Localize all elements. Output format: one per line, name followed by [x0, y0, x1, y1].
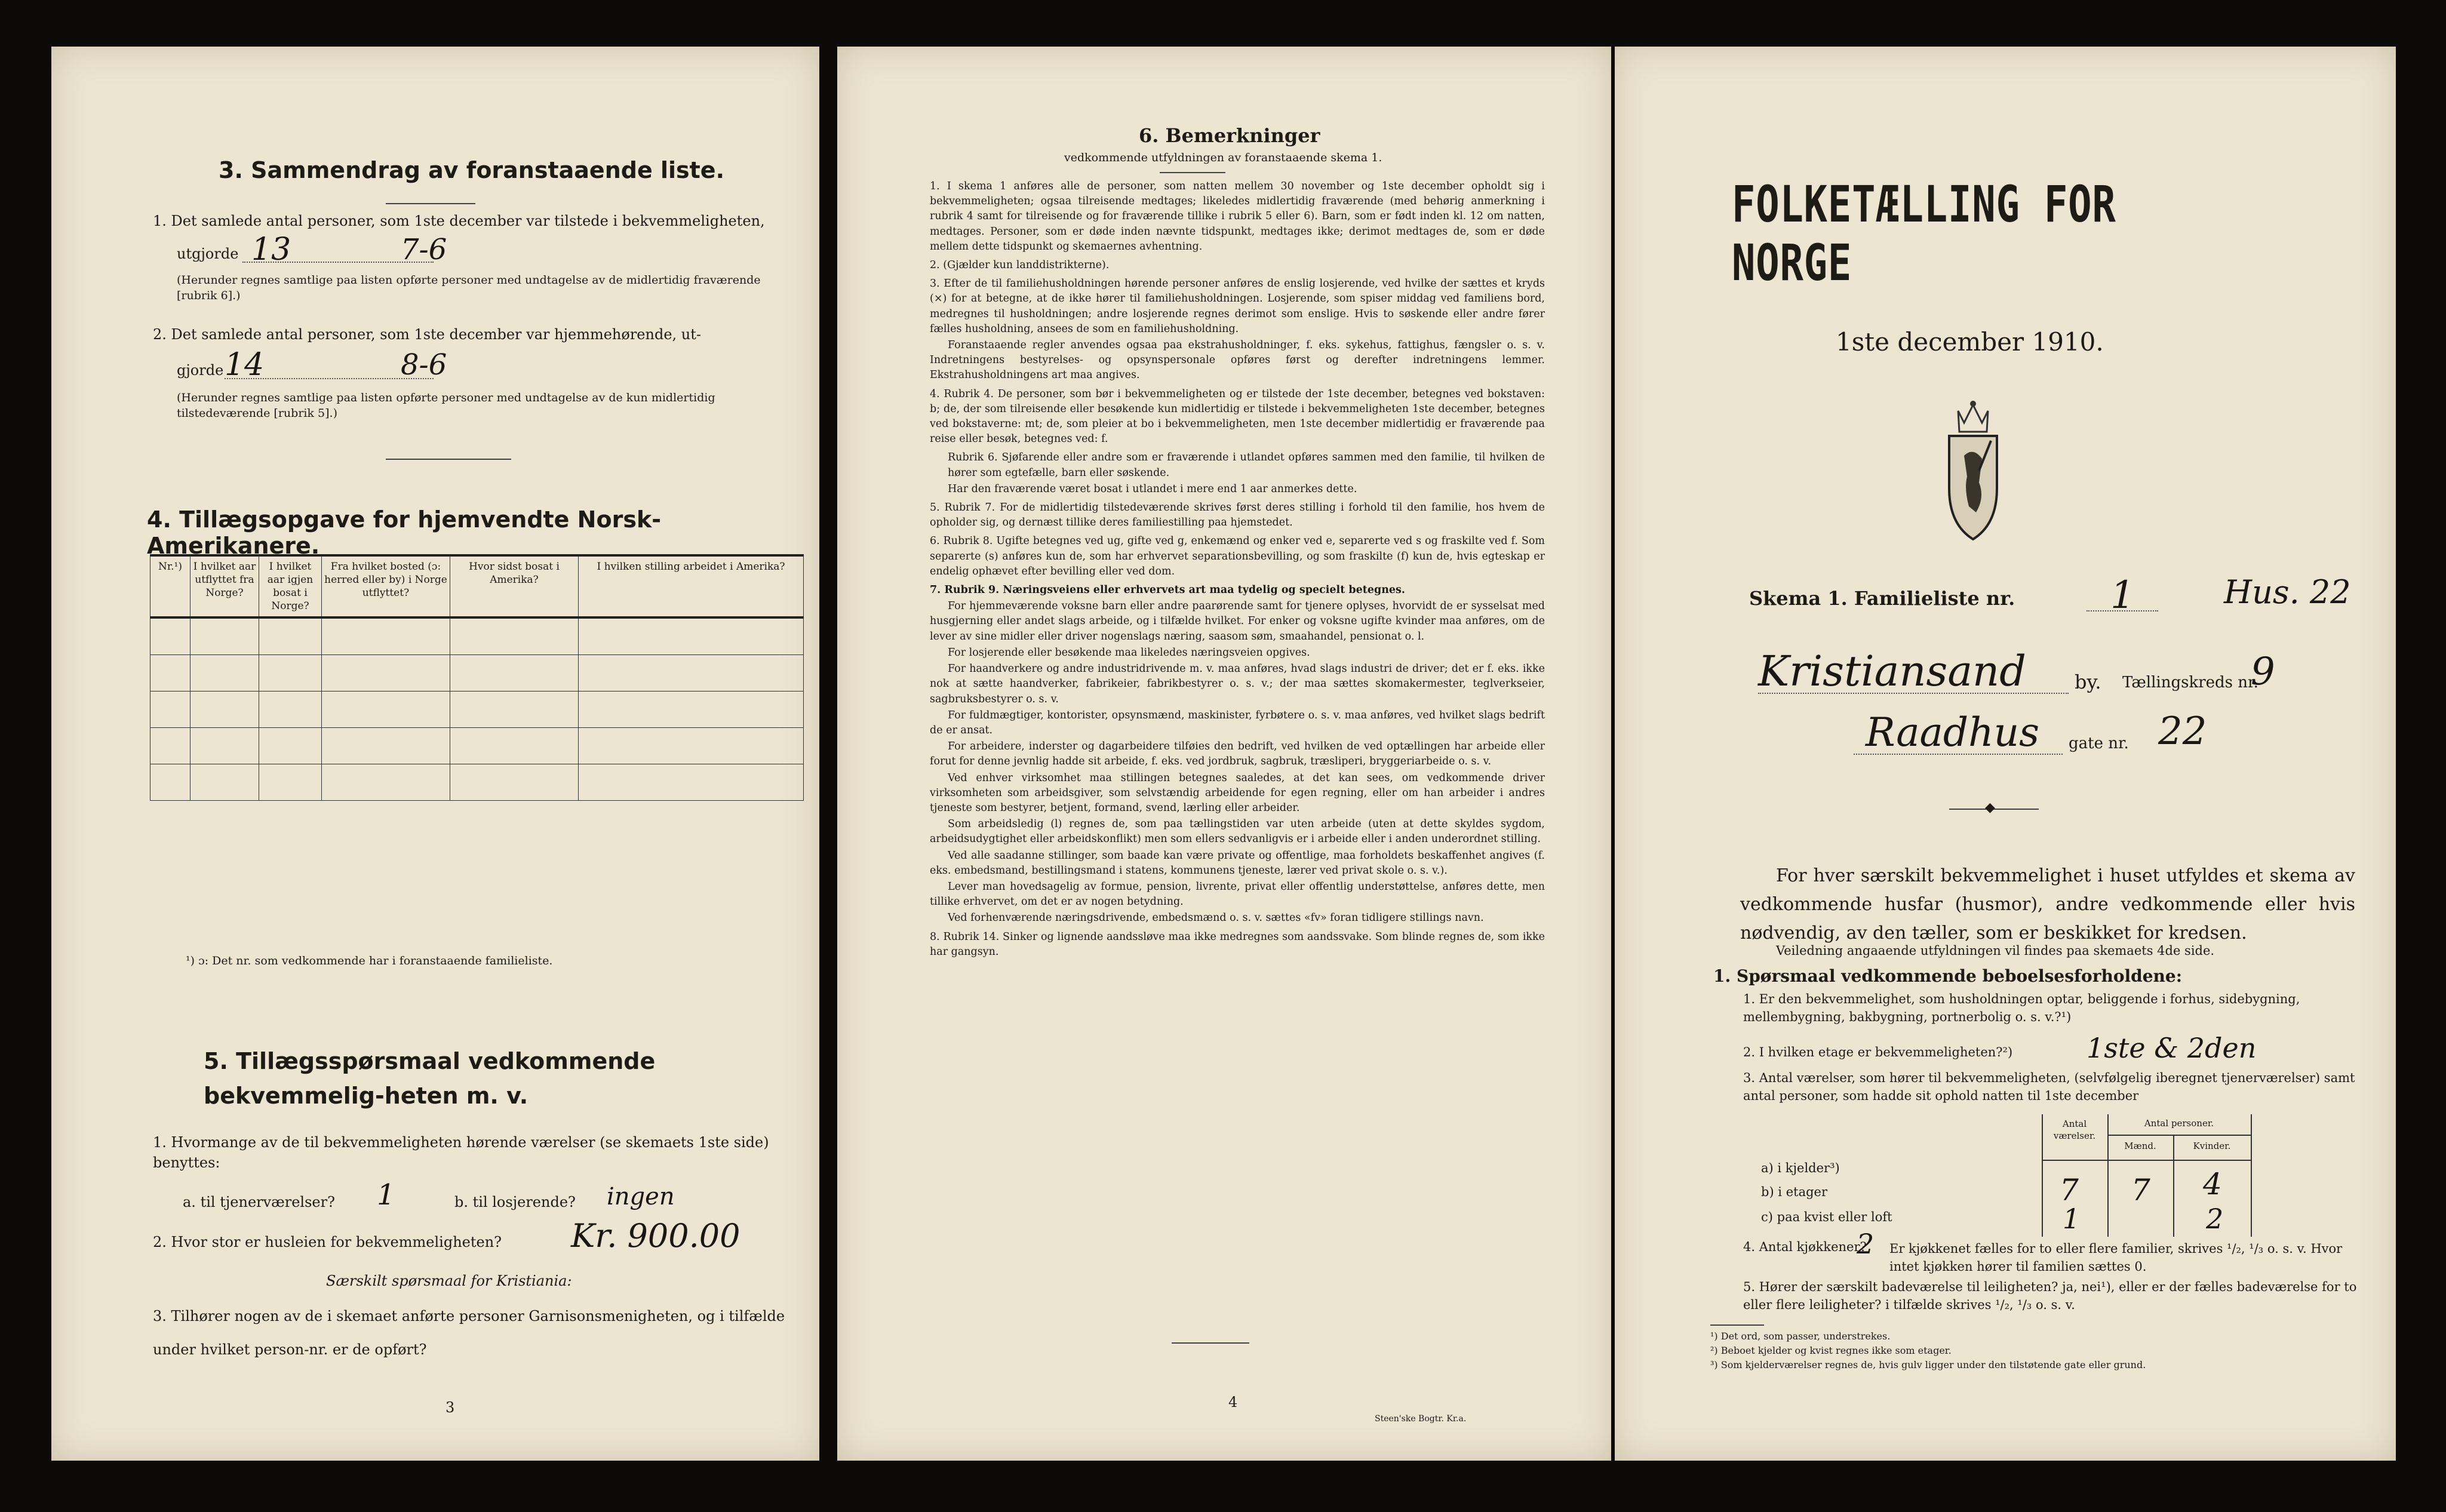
- printer-imprint: Steen'ske Bogtr. Kr.a.: [1375, 1414, 1467, 1424]
- table-row: [150, 728, 804, 764]
- footnotes: [1710, 1329, 2146, 1372]
- section-5-heading: 5. Tillægsspørsmaal vedkommende bekvemmelig-heten m. v.: [204, 1048, 656, 1109]
- divider: [1160, 172, 1225, 173]
- city-dotted-line: [1758, 693, 2069, 694]
- kreds-number: 9: [2251, 650, 2275, 694]
- s5-q1a-label: a. til tjenerværelser?: [183, 1194, 335, 1210]
- hus-note: Hus. 22: [2224, 573, 2351, 611]
- s5-q2-value: Kr. 900.00: [571, 1217, 740, 1255]
- q1-text: 1. Det samlede antal personer, som 1ste december var tilstede i bekvemmeligheten,: [153, 213, 765, 229]
- q2-handwritten-total: 14: [225, 347, 265, 383]
- footnote: ¹) Det ord, som passer, understrekes.: [1710, 1330, 1891, 1342]
- remarks-heading: 6. Bemerkninger: [1139, 124, 1320, 147]
- housing-q5: 5. Hører der særskilt badeværelse til leiligheten? ja, nei¹), eller er der fælles badeværelse for to eller flere leiligheter? i tilfælde skrives ¹/₂, ¹/₃ o. s. v.: [1743, 1280, 2357, 1312]
- q1-handwritten-total: 13: [251, 232, 291, 268]
- s5-q1b-label: b. til losjerende?: [454, 1194, 576, 1210]
- q1-handwritten-split: 7-6: [401, 233, 447, 266]
- gate-number: 22: [2158, 709, 2207, 754]
- rooms-table: [1761, 1114, 2358, 1240]
- remark-paragraph: 4. Rubrik 4. De personer, som bør i bekvemmeligheten og er tilstede der 1ste december, betegnes ved bokstaven: b; de, der som tilreisende eller besøkende kun midlertidig er tilstede i bekvemmeligheten 1ste december, betegnes ved bokstaverne: mt; de, som pleier at bo i bekvemmeligheten, men 1ste december midlertidig er fraværende paa reise eller besøk, betegnes ved: f.: [930, 388, 1545, 445]
- table-footnote: ¹) ɔ: Det nr. som vedkommende har i foranstaaende familieliste.: [186, 954, 553, 967]
- s5-q1a-value: 1: [377, 1178, 395, 1212]
- norwegian-coat-of-arms-icon: [1940, 399, 2006, 542]
- remark-paragraph: Har den fraværende været bosat i utlandet i mere end 1 aar anmerkes dette.: [948, 483, 1357, 495]
- remarks-body: [930, 179, 1545, 960]
- remark-paragraph: For fuldmægtiger, kontorister, opsynsmænd, maskinister, fyrbøtere o. s. v. maa anføres, ved hvilket slags bedrift de er ansat.: [930, 709, 1545, 736]
- footnote-divider: [1710, 1324, 1764, 1326]
- remark-paragraph: For haandverkere og andre industridrivende m. v. maa anføres, hvad slags industri de driver; det er f. eks. ikke nok at sætte haandverker, fabrikeier, fabrikbestyrer o. s. v.; der maa sættes skomakermester, teglverkseier, sagbruksbestyrer o. s. v.: [930, 663, 1545, 705]
- table-header: I hvilket aar igjen bosat i Norge?: [259, 555, 322, 617]
- remark-paragraph: Lever man hovedsagelig av formue, pension, livrente, privat eller offentlig understøttelse, anføres dette, men tillike erhvervet, om det er av nogen betydning.: [930, 880, 1545, 908]
- rooms-b: 7: [2060, 1173, 2079, 1207]
- page-number: 3: [445, 1399, 455, 1416]
- housing-q3: 3. Antal værelser, som hører til bekvemmeligheten, (selvfølgelig iberegnet tjenerværelser) samt antal personer, som hadde sit ophold natten til 1ste december: [1743, 1071, 2355, 1103]
- remark-paragraph: 2. (Gjælder kun landdistrikterne).: [930, 259, 1110, 272]
- remark-paragraph: Ved alle saadanne stillinger, som baade kan være private og offentlige, maa forholdets beskaffenhet angives (f. eks. embedsmand, bestillingsmand i statens, kommunens tjeneste, lærer ved privat skole o. s. v.).: [930, 849, 1545, 877]
- row-label: b) i etager: [1761, 1185, 1827, 1199]
- table-header: I hvilken stilling arbeidet i Amerika?: [579, 555, 804, 617]
- remark-paragraph: Rubrik 6. Sjøfarende eller andre som er fraværende i utlandet opføres sammen med den familie, til hvilken de hører som egtefælle, barn eller søskende.: [948, 451, 1545, 479]
- familieliste-number: 1: [2110, 573, 2135, 617]
- gate-label: gate nr.: [2069, 735, 2129, 752]
- page-4: [837, 47, 1611, 1461]
- remark-paragraph: 1. I skema 1 anføres alle de personer, som natten mellem 30 november og 1ste december opholdt sig i bekvemmeligheten; ogsaa tilreisende medtages; likeledes midlertidig fraværende (med behørig anmerkning i rubrik 4 samt for tilreisende og for fraværende tillike i rubrik 5 eller 6). Barn, som er født inden kl. 12 om natten, medtages. Personer, som er døde inden nævnte tidspunkt, medtages ikke; derimot medtages de, som er døde mellem dette tidspunkt og skemaernes avhentning.: [930, 180, 1545, 253]
- table-row: [150, 655, 804, 692]
- street-handwritten: Raadhus: [1866, 709, 2040, 755]
- s5-q2-label: 2. Hvor stor er husleien for bekvemmeligheten?: [153, 1234, 502, 1250]
- women-c: 2: [2206, 1203, 2224, 1235]
- col-men-header: Mænd.: [2124, 1141, 2156, 1151]
- remark-paragraph: 8. Rubrik 14. Sinker og lignende aandssløve maa ikke medregnes som aandssvake. Som blinde regnes de, som ikke har gangsyn.: [930, 930, 1545, 958]
- women-b: 4: [2203, 1167, 2222, 1201]
- s5-special-note: Særskilt spørsmaal for Kristiania:: [326, 1273, 572, 1289]
- housing-questions-heading: 1. Spørsmaal vedkommende beboelsesforholdene:: [1713, 966, 2183, 986]
- housing-q2-value: 1ste & 2den: [2087, 1032, 2257, 1064]
- col-women-header: Kvinder.: [2193, 1141, 2231, 1151]
- cover-intro: For hver særskilt bekvemmelighet i huset utfyldes et skema av vedkommende husfar (husmor), andre vedkommende eller hvis nødvendig, av den tæller, som er beskikket for kredsen.: [1740, 865, 2355, 944]
- divider: [386, 203, 475, 204]
- footnote: ³) Som kjelderværelser regnes de, hvis gulv ligger under den tilstøtende gate eller grund.: [1710, 1359, 2146, 1370]
- s5-q1-text: 1. Hvormange av de til bekvemmeligheten hørende værelser (se skemaets 1ste side) benyttes:: [153, 1134, 769, 1171]
- table-row: [150, 692, 804, 728]
- housing-q4-value: 2: [1857, 1228, 1875, 1260]
- housing-q2: 2. I hvilken etage er bekvemmeligheten?²): [1743, 1045, 2013, 1059]
- remark-paragraph: 3. Efter de til familiehusholdningen hørende personer anføres de enslig losjerende, ved hvilke der sættes et kryds (×) for at betegne, at de ikke hører til familiehusholdningen. Losjerende, som spiser middag ved familiens bord, medregnes til husholdningen; andre losjerende regnes derimot som enslige. Hvis to søskende eller andre fører fælles husholdning, ansees de som en familiehusholdning.: [930, 278, 1545, 335]
- section-4-heading: 4. Tillægsopgave for hjemvendte Norsk-Amerikanere.: [147, 506, 661, 559]
- city-handwritten: Kristiansand: [1758, 647, 2026, 696]
- city-suffix: by.: [2075, 671, 2101, 693]
- row-label: c) paa kvist eller loft: [1761, 1210, 1892, 1224]
- table-header: Fra hvilket bosted (ɔ: herred eller by) i Norge utflyttet?: [322, 555, 450, 617]
- q2-text: 2. Det samlede antal personer, som 1ste december var hjemmehørende, ut-: [153, 326, 701, 343]
- remark-paragraph: For losjerende eller besøkende maa likeledes næringsveien opgives.: [948, 646, 1310, 659]
- housing-q1: 1. Er den bekvemmelighet, som husholdningen optar, beliggende i forhus, sidebygning, mellembygning, bakbygning, portnerbolig o. s. v.?¹): [1743, 992, 2300, 1024]
- col-persons-header: Antal personer.: [2144, 1118, 2214, 1129]
- table-header: Hvor sidst bosat i Amerika?: [450, 555, 579, 617]
- table-header: I hvilket aar utflyttet fra Norge?: [190, 555, 259, 617]
- q2-handwritten-split: 8-6: [401, 348, 447, 382]
- remark-paragraph: 5. Rubrik 7. For de midlertidig tilstedeværende skrives først deres stilling i forhold til den familie, hos hvem de opholder sig, og dernæst tillike deres familiestilling paa hjemstedet.: [930, 502, 1545, 529]
- kreds-label: Tællingskreds nr.: [2122, 674, 2258, 692]
- remark-paragraph: Ved forhenværende næringsdrivende, embedsmænd o. s. v. sættes «fv» foran tidligere stillings navn.: [948, 912, 1484, 924]
- ornament-icon: ◆: [1985, 800, 1995, 815]
- divider: [1172, 1342, 1249, 1344]
- q2-note: (Herunder regnes samtlige paa listen opførte personer med undtagelse av de kun midlertidig tilstedeværende [rubrik 5].): [177, 391, 715, 420]
- page-number: 4: [1228, 1394, 1238, 1410]
- divider: [386, 459, 511, 460]
- schema-label: Skema 1. Familieliste nr.: [1749, 587, 2015, 610]
- remark-paragraph: 7. Rubrik 9. Næringsveiens eller erhvervets art maa tydelig og specielt betegnes.: [930, 584, 1405, 597]
- remark-paragraph: Ved enhver virksomhet maa stillingen betegnes saaledes, at det kan sees, om vedkommende driver virksomheten som arbeidsgiver, som selvstændig arbeidende for egen regning, eller om han arbeider i andres tjeneste som bestyrer, betjent, formand, svend, lærling eller arbeider.: [930, 772, 1545, 814]
- q2-lead: gjorde: [177, 362, 224, 379]
- s5-q3-text: 3. Tilhører nogen av de i skemaet anførte personer Garnisonsmenigheten, og i tilfælde under hvilket person-nr. er de opført?: [153, 1308, 785, 1358]
- remark-paragraph: Foranstaaende regler anvendes ogsaa paa ekstrahusholdninger, f. eks. sykehus, fattighus, fængsler o. s. v. Indretningens bestyrelses- og opsynspersonale opføres først og derefter indretningens lemmer. Ekstrahusholdningens art maa angives.: [930, 339, 1545, 382]
- remarks-subheading: vedkommende utfyldningen av foranstaaende skema 1.: [1064, 151, 1382, 164]
- section-3-heading: 3. Sammendrag av foranstaaende liste.: [219, 157, 725, 183]
- q1-lead: utgjorde: [177, 245, 239, 262]
- table-row: [150, 764, 804, 801]
- remark-paragraph: 6. Rubrik 8. Ugifte betegnes ved ug, gifte ved g, enkemænd og enker ved e, separerte ved s og fraskilte ved f. Som separerte (s) anføres kun de, som har erhvervet separationsbevilling, og som fraskilte (f) kun de, hvis egteskap er endelig ophævet efter bevilling eller ved dom.: [930, 535, 1545, 577]
- remark-paragraph: Som arbeidsledig (l) regnes de, som paa tællingstiden var uten arbeide (uten at dette skyldes sygdom, arbeidsudygtighet eller arbeidskonflikt) men som ellers sedvanligvis er i arbeide eller i anden underordnet stilling.: [930, 818, 1545, 846]
- men-b: 7: [2131, 1173, 2150, 1207]
- census-title: FOLKETÆLLING FOR NORGE: [1732, 175, 2116, 292]
- row-label: a) i kjelder³): [1761, 1161, 1840, 1175]
- page-1-cover: [1615, 47, 2396, 1461]
- table-row: [150, 617, 804, 655]
- table-header: Nr.¹): [150, 555, 190, 617]
- rooms-c: 1: [2063, 1203, 2081, 1235]
- page-3: [51, 47, 819, 1461]
- housing-q4-label: 4. Antal kjøkkener?: [1743, 1240, 1867, 1254]
- remark-paragraph: For arbeidere, inderster og dagarbeidere tilføies den bedrift, ved hvilken de ved optællingen har arbeide eller forut for denne jevnlig hadde sit arbeide, f. eks. ved jordbruk, sagbruk, træsliperi, bryggeriarbeide o. s. v.: [930, 740, 1545, 768]
- q1-note: (Herunder regnes samtlige paa listen opførte personer med undtagelse av de midlertidig fraværende [rubrik 6].): [177, 273, 761, 302]
- norsk-amerikanere-table: [150, 554, 804, 801]
- col-rooms-header: Antal værelser.: [2053, 1118, 2096, 1141]
- census-date: 1ste december 1910.: [1836, 327, 2104, 357]
- s5-q1b-value: ingen: [607, 1183, 675, 1210]
- remark-paragraph: For hjemmeværende voksne barn eller andre paarørende samt for tjenere oplyses, hvorvidt de er sysselsat med husgjerning eller andet slags arbeide, og i tilfælde hvilket. For enker og voksne ugifte kvinder maa anføres, om de lever av sine midler eller driver nogenslags næring, saasom søm, smaahandel, pensionat o. l.: [930, 600, 1545, 643]
- cover-guide: Veiledning angaaende utfyldningen vil findes paa skemaets 4de side.: [1776, 944, 2215, 958]
- footnote: ²) Beboet kjelder og kvist regnes ikke som etager.: [1710, 1345, 1952, 1356]
- street-dotted-line: [1854, 754, 2063, 755]
- housing-q4-rest: Er kjøkkenet fælles for to eller flere familier, skrives ¹/₂, ¹/₃ o. s. v. Hvor intet kjøkken hører til familien sættes 0.: [1889, 1241, 2343, 1274]
